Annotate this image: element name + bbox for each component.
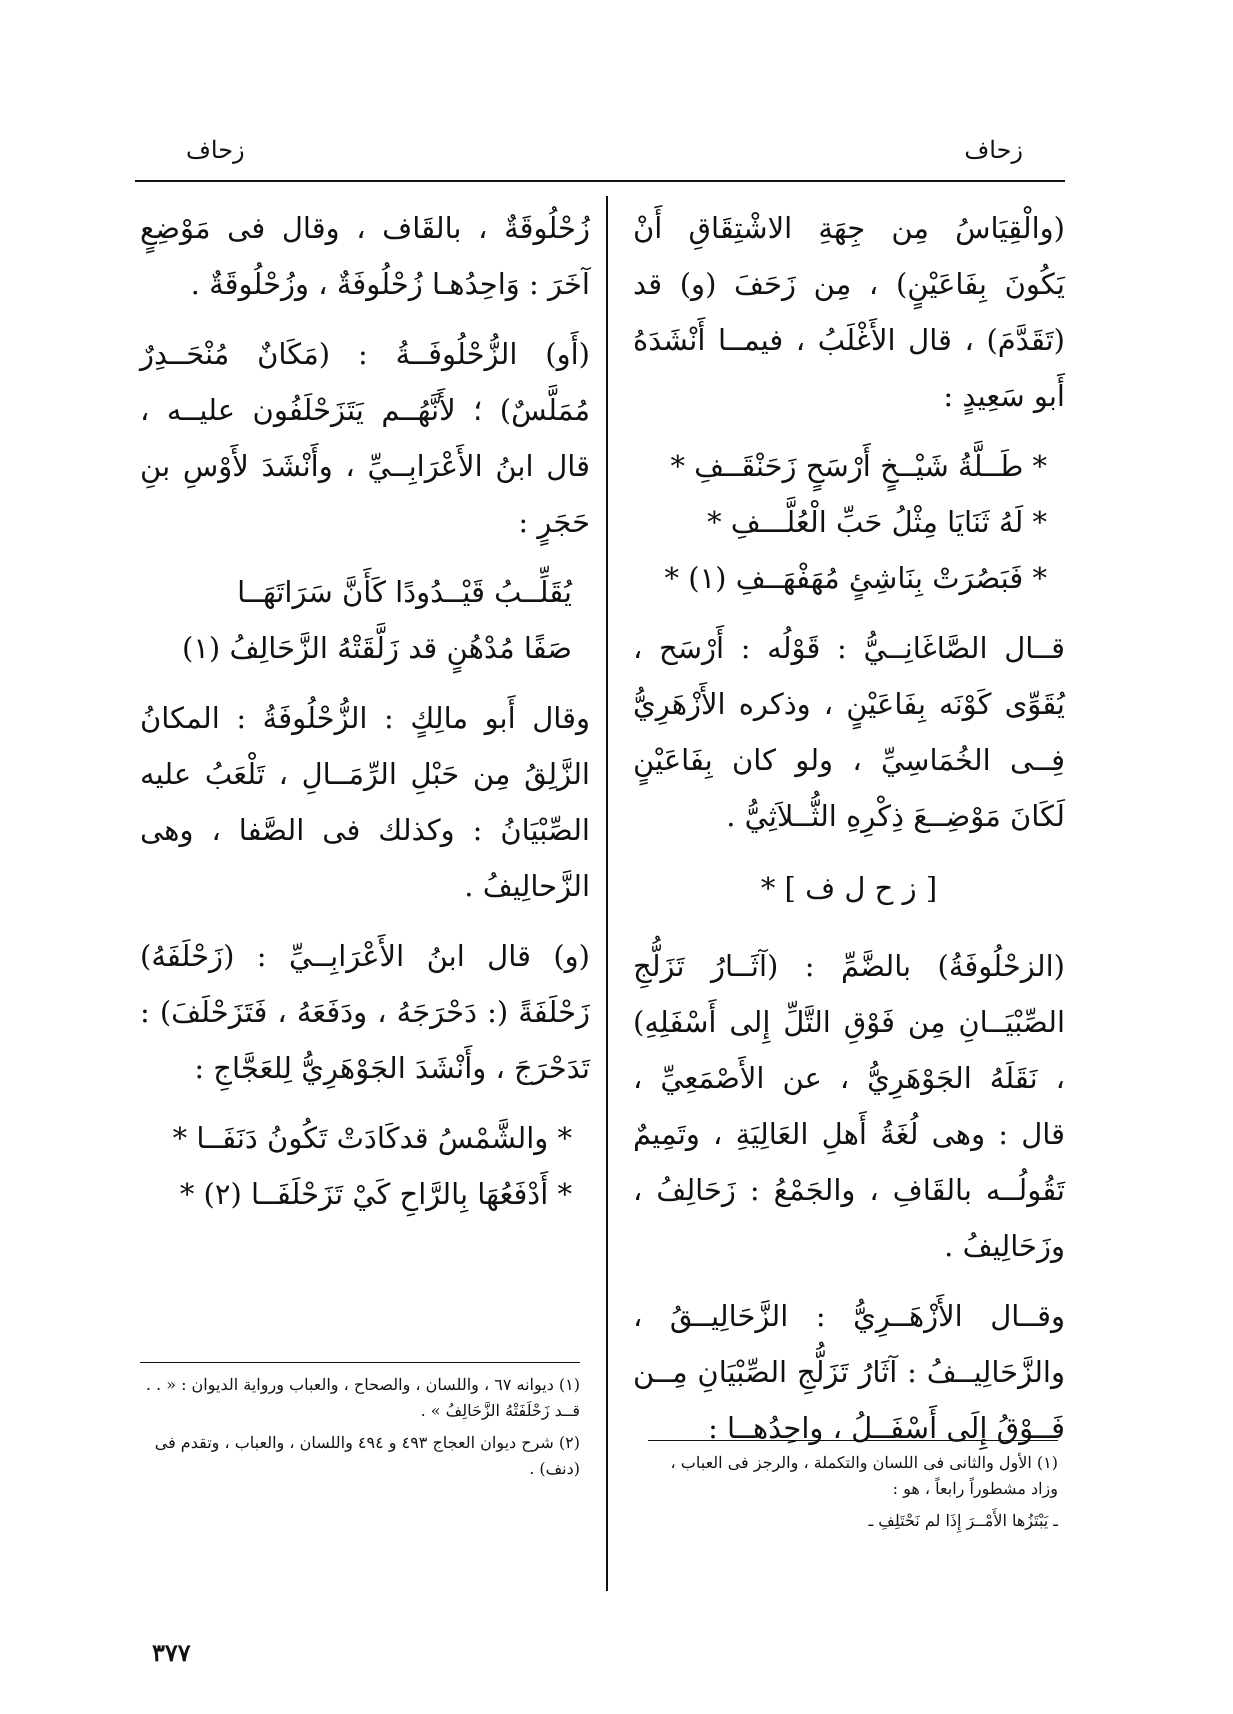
paragraph: قــال الصَّاغَانِــيُّ : قَوْلُه : أَرْسَح ، يُقَوِّى كَوْنَه بِفَاعَيْنٍ ، وذكره الأَزْهَرِيُّ فِــى الخُمَاسِيِّ ، ولو كان بِفَاعَيْنٍ لَكَانَ مَوْضِــعَ ذِكْرِهِ الثُّــلاَثِيُّ .	[633, 631, 1065, 833]
footnote: (١) الأول والثانى فى اللسان والتكملة ، والرجز فى العباب ، وزاد مشطوراً رابعاً ، هو :	[670, 1453, 1058, 1498]
paragraph: (والْقِيَاسُ مِن جِهَةِ الاشْتِقَاقِ أَنْ يَكُونَ بِفَاعَيْنٍ) ، مِن زَحَفَ (و) قد (تَقَدَّمَ) ، قال الأَغْلَبُ ، فيمــا أَنْشَدَهُ أَبو سَعِيدٍ :	[633, 211, 1065, 413]
poem-line: * أَدْفَعُهَا بِالرَّاحِ كَيْ تَزَحْلَفَــا (٢) *	[179, 1177, 572, 1211]
paragraph: وقال أَبو مالِكٍ : الزُّحْلُوفَةُ : المكانُ الزَّلِقُ مِن حَبْلِ الرِّمَــالِ ، تَلْعَبُ عليه الصِّبْيَانُ : وكذلك فى الصَّفا ، وهى الزَّحالِيفُ .	[140, 701, 590, 903]
paragraph: (أَو) الزُّحْلُوفَــةُ : (مَكَانٌ مُنْحَــدِرٌ مُمَلَّسٌ) ؛ لأَنَّهُــم يَتَزَحْلَفُون عليــه ، قال ابنُ الأَعْرَابِــيِّ ، وأَنْشَدَ لأَوْسِ بنِ حَجَرٍ :	[140, 337, 590, 539]
left-column	[140, 200, 590, 1236]
footnote: (٢) شرح ديوان العجاج ٤٩٣ و ٤٩٤ واللسان ، والعباب ، وتقدم فى (دنف) .	[154, 1433, 580, 1478]
paragraph: زُحْلُوقَةٌ ، بالقَاف ، وقال فى مَوْضِعٍ آخَرَ : وَاحِدُهـا زُحْلُوفَةٌ ، وزُحْلُوقَةٌ .	[140, 211, 590, 301]
running-head-left: زحاف	[186, 136, 245, 164]
poem-line: * والشَّمْسُ قدكَادَتْ تَكُونُ دَنَفَــا *	[172, 1121, 572, 1155]
footnote: (١) ديوانه ٦٧ ، واللسان ، والصحاح ، والعباب ورواية الديوان : « . . قــد زَحْلَفَتْهُ الزَّحَالِفُ » .	[145, 1375, 580, 1420]
poem-line: * لَهُ ثَنَايَا مِثْلُ حَبِّ الْعُلَّـــفِ *	[707, 505, 1047, 539]
verse-line: صَفًا مُدْهُنٍ قد زَلَّقَتْهُ الزَّحَالِفُ (١)	[182, 631, 572, 665]
footnotes-left	[140, 1372, 580, 1488]
verse-block	[140, 564, 590, 676]
poem-block	[633, 438, 1065, 606]
footnote-rule-left	[140, 1362, 580, 1363]
poem-line: * طَــلَّةُ شَيْــخٍ أَرْسَحٍ زَحَنْقَــفِ *	[670, 449, 1047, 483]
right-column	[633, 200, 1065, 1470]
entry-heading: [ ز ح ل ف ] *	[760, 871, 938, 905]
paragraph: وقــال الأَزْهَــرِيُّ : الزَّحَالِيــقُ ، والزَّحَالِيــفُ : آثَارُ تَزَلُّجِ الصِّبْيَانِ مِــن فَــوْقُ إِلَى أَسْفَــلُ ، واحِدُهــا :	[633, 1299, 1065, 1445]
paragraph: (و) قال ابنُ الأَعْرَابِــيِّ : (زَحْلَفَهُ) زَحْلَفَةً (: دَحْرَجَهُ ، ودَفَعَهُ ، فَتَزَحْلَفَ) : تَدَحْرَجَ ، وأَنْشَدَ الجَوْهَرِيُّ لِلعَجَّاجِ :	[140, 939, 590, 1085]
paragraph: (الزحْلُوفَةُ) بالضَّمِّ : (آثَــارُ تَزَلُّجِ الصِّبْيَــانِ مِن فَوْقِ التَّلِّ إِلى أَسْفَلِهِ) ، نَقَلَهُ الجَوْهَرِيُّ ، عن الأَصْمَعِيِّ ، قال : وهى لُغَةُ أَهلِ العَالِيَةِ ، وتَمِيمٌ تَقُولُــه بالقَافِ ، والجَمْعُ : زَحَالِفُ ، وزَحَالِيفُ .	[633, 949, 1065, 1263]
running-head-right: زحاف	[964, 136, 1023, 164]
footnote-rule-right	[648, 1440, 1058, 1441]
poem-block	[140, 1110, 590, 1222]
column-divider	[606, 196, 608, 1591]
poem-line: * فَبَصُرَتْ بِنَاشِئٍ مُهَفْهَــفِ (١) *	[664, 561, 1047, 595]
page-number: ٣٧٧	[152, 1638, 191, 1667]
footnote: ـ يَبْتَزُها الأَمْــرَ إِذَا لم نَحْتَلِفِ ـ	[868, 1511, 1058, 1530]
footnotes-right	[648, 1450, 1058, 1540]
header-rule	[135, 180, 1065, 182]
verse-line: يُقَلِّــبُ قَيْــدُودًا كَأَنَّ سَرَاتَهَــا	[237, 575, 572, 609]
